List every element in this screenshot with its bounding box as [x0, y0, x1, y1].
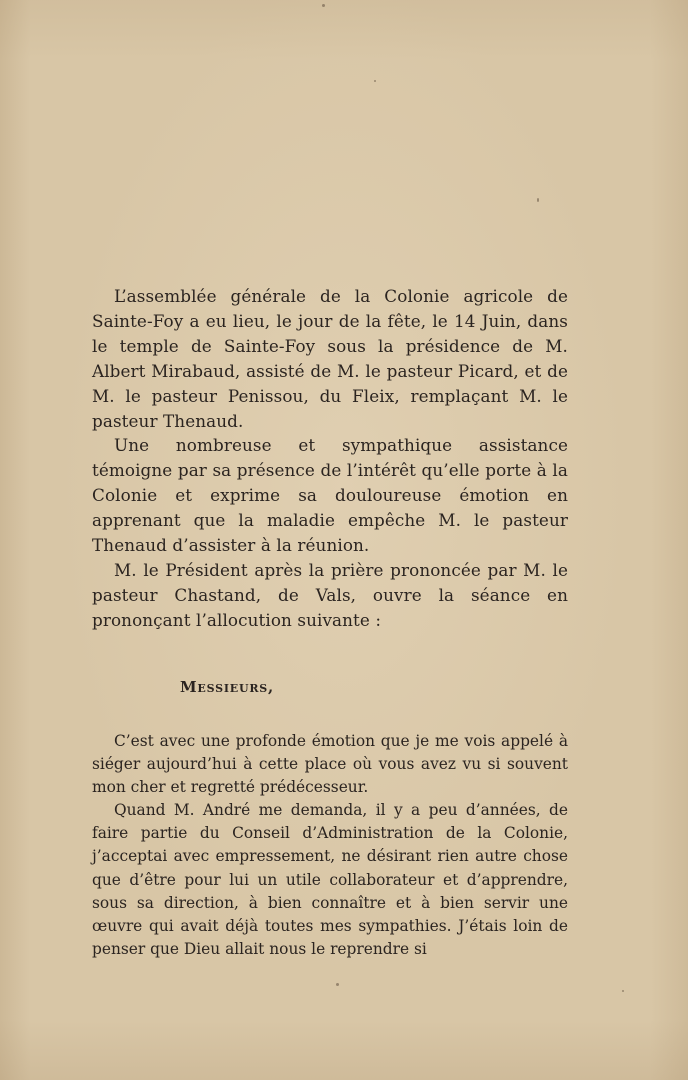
paragraph: M. le Président après la prière prononcée par M. le pasteur Chastand, de Vals, ouvre la séance en prononçant l’allocution suivante : — [92, 559, 568, 630]
paper-speck — [374, 80, 376, 82]
paper-speck — [322, 4, 325, 7]
paragraph: C’est avec une profonde émotion que je me vois appelé à siéger aujourd’hui à cette place où vous avez vu si souvent mon cher et regretté prédécesseur. — [92, 732, 568, 797]
paper-speck — [336, 983, 339, 986]
paper-speck — [537, 198, 539, 202]
speech-heading: Messieurs, — [180, 678, 275, 696]
paragraph: Une nombreuse et sympathique assistance témoigne par sa présence de l’intérêt qu’elle porte à la Colonie et exprime sa douloureuse émotion en apprenant que la maladie empêche M. le pasteur Thenaud d’assister à la réunion. — [92, 435, 568, 556]
paper-speck — [622, 990, 624, 992]
speech-text — [92, 730, 568, 961]
paragraph: Quand M. André me demanda, il y a peu d’années, de faire partie du Conseil d’Administration de la Colonie, j’acceptai avec empressement, ne désirant rien autre chose que d’être pour lui un utile collaborateur et d’apprendre, sous sa direction, à bien connaître et à bien servir une œuvre qui avait déjà toutes mes sympathies. J’étais loin de penser que Dieu allait nous le reprendre si — [92, 801, 568, 958]
paragraph: L’assemblée générale de la Colonie agricole de Sainte-Foy a eu lieu, le jour de la fête, le 14 Juin, dans le temple de Sainte-Foy sous la présidence de M. Albert Mirabaud, assisté de M. le pasteur Picard, et de M. le pasteur Penissou, du Fleix, remplaçant M. le pasteur Thenaud. — [92, 286, 568, 431]
intro-text — [92, 284, 568, 633]
